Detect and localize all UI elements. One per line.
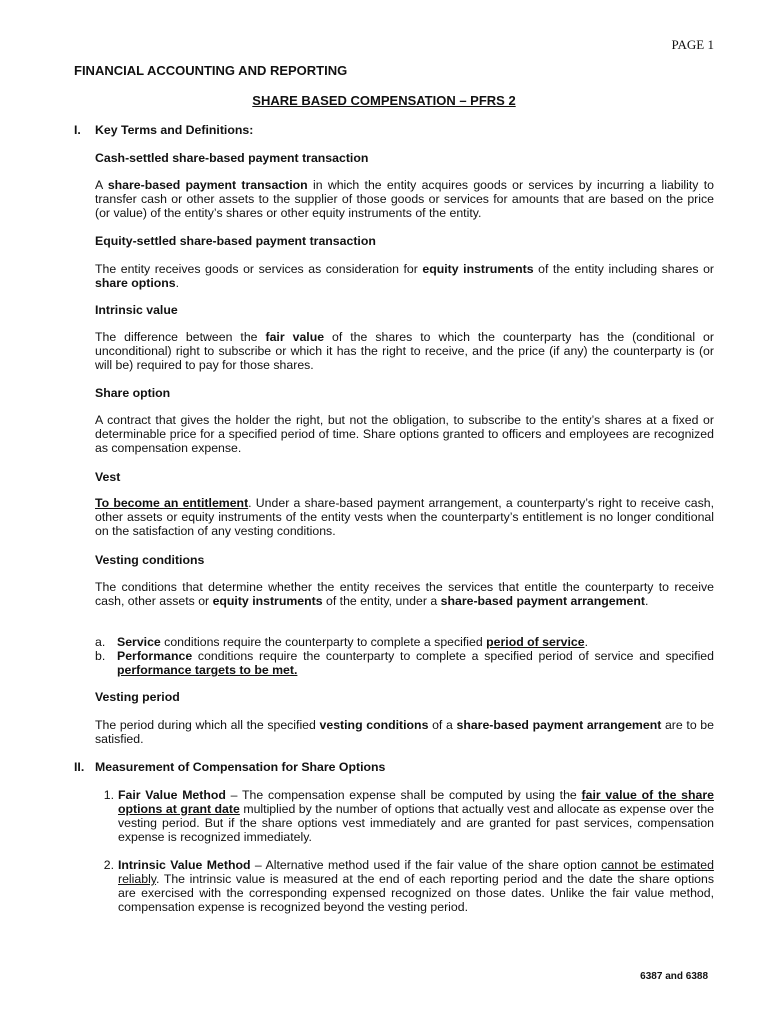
- bold-text: share-based payment arrangement: [456, 718, 662, 732]
- text: of the entity, under a: [322, 594, 441, 608]
- text: conditions require the counterparty to complete a specified: [160, 635, 487, 649]
- course-title: FINANCIAL ACCOUNTING AND REPORTING: [74, 63, 348, 78]
- bold-underlined-text: To become an entitlement: [95, 496, 249, 510]
- definition-cash-settled: [95, 178, 714, 220]
- text: in which the entity acquires goods or services by incurring a liability to transfer cash or other assets to the supplier of those goods or services for amounts that are based on the price (or value) of the entity’s shares or other equity instruments of the entity.: [95, 178, 714, 220]
- bold-text: Service: [117, 635, 161, 649]
- text: of the entity including shares or: [533, 262, 715, 276]
- definition-intrinsic-value: [95, 330, 714, 372]
- bold-text: equity instruments: [422, 262, 534, 276]
- underlined-text: cannot be estimated reliably: [118, 858, 714, 886]
- document-title: SHARE BASED COMPENSATION – PFRS 2: [252, 93, 516, 108]
- definition-share-option: A contract that gives the holder the right, but not the obligation, to subscribe to the entity’s shares at a fixed or determinable price for a specified period of time. Share options granted to officers and employees are recognized as compensation expense.: [95, 413, 714, 455]
- bold-text: Intrinsic Value Method: [118, 858, 251, 872]
- section-2-number: II.: [74, 760, 85, 774]
- definition-vesting-conditions: [95, 580, 714, 608]
- text: of a: [428, 718, 457, 732]
- list-label: 2.: [103, 858, 114, 872]
- text: The entity receives goods or services as consideration for: [95, 262, 423, 276]
- bold-text: Performance: [117, 649, 193, 663]
- list-item: [92, 858, 714, 914]
- list-item: [92, 788, 714, 844]
- bold-text: share-based payment transaction: [107, 178, 308, 192]
- definition-vest: [95, 496, 714, 538]
- list-text: [114, 788, 714, 844]
- text: multiplied by the number of options that actually vest and allocate as expense over the vesting period. But if the share options vest immediately and are granted for past services, compensation expense is recognized immediately.: [118, 802, 715, 844]
- text: – Alternative method used if the fair value of the share option: [250, 858, 602, 872]
- term-share-option: Share option: [95, 386, 171, 400]
- term-vest: Vest: [95, 470, 121, 484]
- text: . The intrinsic value is measured at the end of each reporting period and the date the share options are exercised with the corresponding expensed recognized on those dates. Unlike the fair value method, compensation expense is recognized beyond the vesting period.: [118, 872, 714, 914]
- text: are to be satisfied.: [95, 718, 714, 746]
- bold-text: equity instruments: [212, 594, 323, 608]
- bold-underlined-text: fair value of the share options at grant date: [118, 788, 714, 816]
- text: A: [95, 178, 108, 192]
- term-intrinsic-value: Intrinsic value: [95, 303, 178, 317]
- vesting-conditions-list: [95, 635, 714, 677]
- section-1-title: Key Terms and Definitions:: [95, 123, 254, 137]
- term-cash-settled: Cash-settled share-based payment transaction: [95, 151, 369, 165]
- text: The difference between the: [95, 330, 266, 344]
- section-2-title: Measurement of Compensation for Share Options: [95, 760, 386, 774]
- section-1-number: I.: [74, 123, 81, 137]
- definition-equity-settled: [95, 262, 714, 290]
- list-text: [117, 635, 714, 649]
- term-equity-settled: Equity-settled share-based payment transaction: [95, 234, 376, 248]
- text: .: [644, 594, 649, 608]
- text: conditions require the counterparty to complete a specified period of service and specified: [192, 649, 714, 663]
- term-vesting-conditions: Vesting conditions: [95, 553, 205, 567]
- list-text: [114, 858, 714, 914]
- list-label: 1.: [103, 788, 114, 802]
- text: – The compensation expense shall be computed by using the: [225, 788, 582, 802]
- text: . Under a share-based payment arrangement, a counterparty’s right to receive cash, other assets or equity instruments of the entity vests when the counterparty’s entitlement is no longer conditional on the satisfaction of any vesting conditions.: [95, 496, 714, 538]
- text: of the shares to which the counterparty has the (conditional or unconditional) right to subscribe or which it has the right to receive, and the price (if any) the counterparty is (or will be) required to pay for those shares.: [95, 330, 714, 372]
- footer-code: 6387 and 6388: [640, 971, 708, 982]
- list-item: [95, 635, 714, 649]
- text: .: [175, 276, 180, 290]
- text: The period during which all the specified: [95, 718, 320, 732]
- text: The conditions that determine whether the entity receives the services that entitle the counterparty to receive cash, other assets or: [95, 580, 714, 608]
- list-label: a.: [95, 635, 106, 649]
- bold-underlined-text: performance targets to be met.: [117, 663, 298, 677]
- term-vesting-period: Vesting period: [95, 690, 180, 704]
- section-2-heading: [74, 760, 714, 774]
- list-item: [95, 649, 714, 677]
- bold-text: vesting conditions: [319, 718, 429, 732]
- list-text: [117, 649, 714, 677]
- bold-text: Fair Value Method: [118, 788, 226, 802]
- bold-text: fair value: [265, 330, 325, 344]
- list-label: b.: [95, 649, 106, 663]
- definition-vesting-period: [95, 718, 714, 746]
- bold-underlined-text: period of service: [486, 635, 585, 649]
- section-1-heading: [74, 123, 714, 137]
- bold-text: share options: [95, 276, 176, 290]
- page-number: PAGE 1: [671, 37, 714, 52]
- bold-text: share-based payment arrangement: [440, 594, 645, 608]
- measurement-list: [92, 788, 714, 914]
- text: .: [584, 635, 588, 649]
